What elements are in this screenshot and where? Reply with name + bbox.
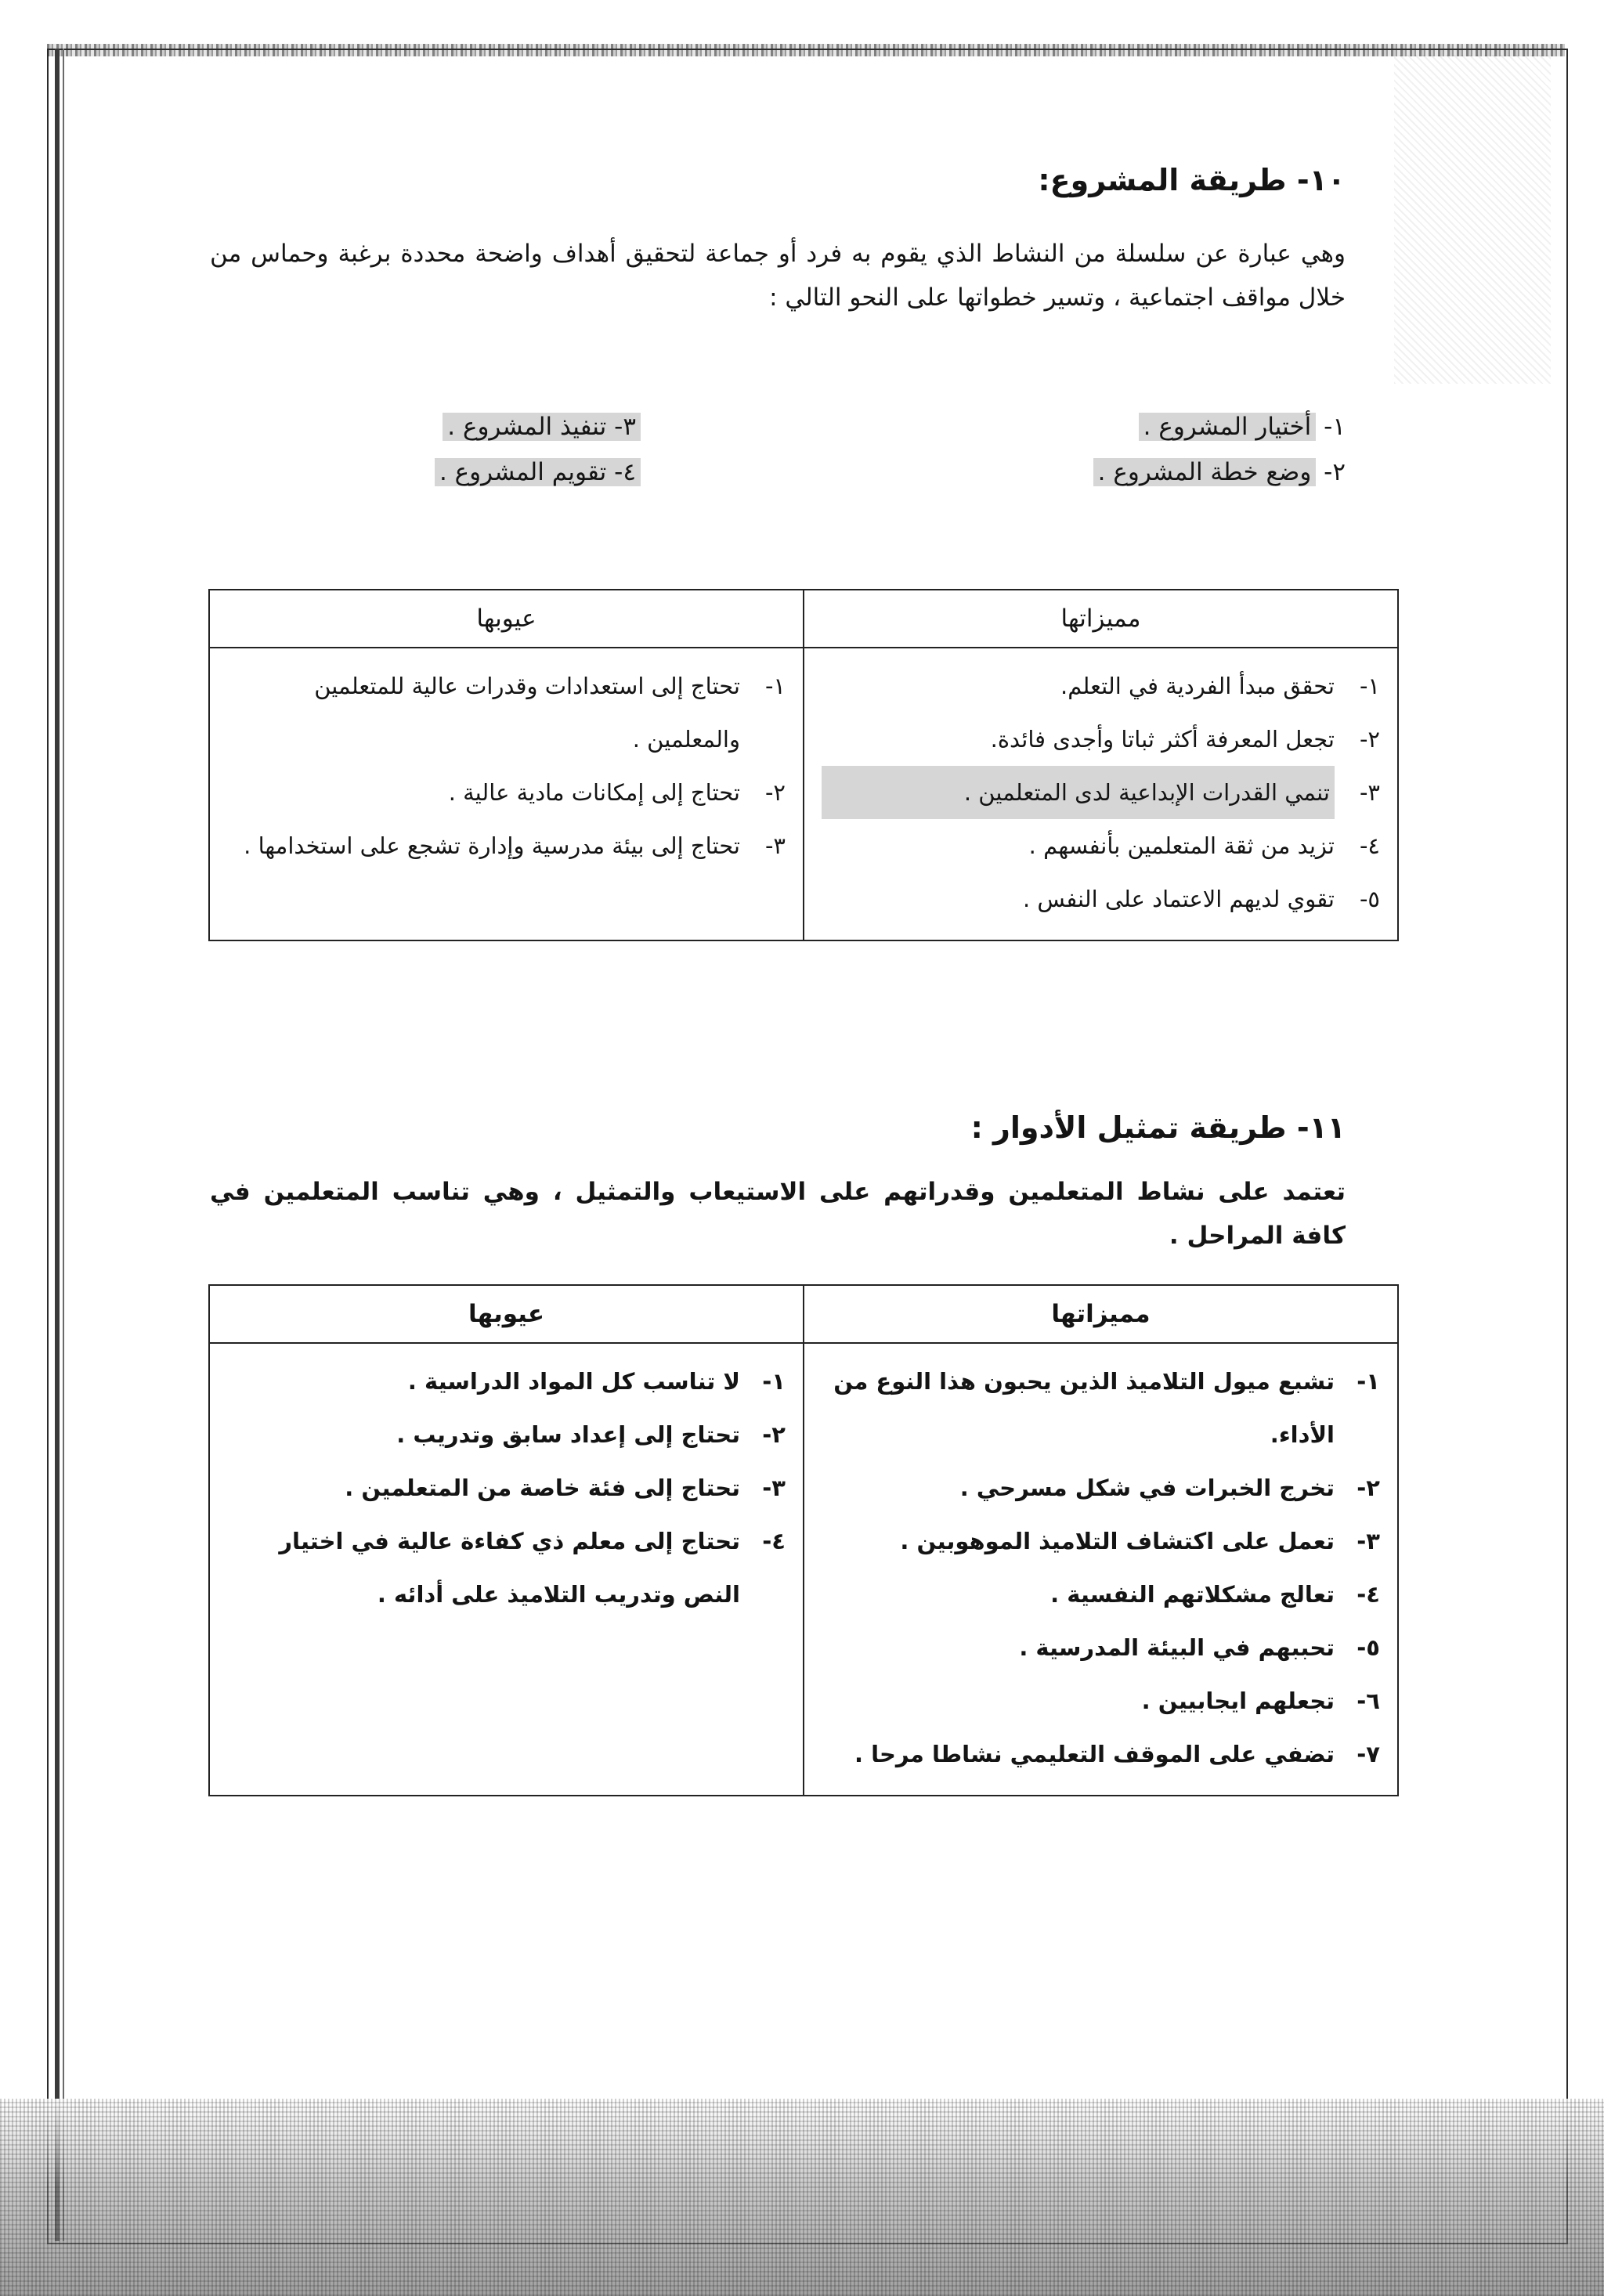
- list-item: ٢- تحتاج إلى إمكانات مادية عالية .: [448, 779, 786, 806]
- list-item: ٣- تنمي القدرات الإبداعية لدى المتعلمين .: [822, 766, 1380, 819]
- list-item: ١- تحقق مبدأ الفردية في التعلم.: [1060, 673, 1380, 699]
- list-item: ٥- تقوي لديهم الاعتماد على النفس .: [1022, 886, 1380, 912]
- list-item: ٦- تجعلهم ايجابيين .: [1141, 1688, 1380, 1714]
- step-item: ٤- تقويم المشروع .: [435, 449, 641, 495]
- column-header-disadvantages: عيوبها: [209, 590, 804, 648]
- scan-noise-bottom: [0, 2099, 1604, 2296]
- page-left-rule: [55, 49, 60, 2241]
- page-frame: [47, 49, 1568, 2244]
- section10-steps-left: [435, 404, 641, 495]
- list-item: ٢- تجعل المعرفة أكثر ثباتا وأجدى فائدة.: [990, 726, 1380, 753]
- list-item: ٣- تحتاج إلى بيئة مدرسية وإدارة تشجع على استخدامها .: [244, 832, 786, 859]
- step-item: ٣- تنفيذ المشروع .: [435, 404, 641, 449]
- advantages-cell: [804, 1343, 1398, 1796]
- list-item: ٧- تضفي على الموقف التعليمي نشاطا مرحا .: [854, 1741, 1380, 1767]
- page-left-rule-inner: [63, 49, 64, 2241]
- list-item: ٤- تعالج مشكلاتهم النفسية .: [1050, 1581, 1380, 1608]
- section11-heading: ١١- طريقة تمثيل الأدوار :: [970, 1110, 1346, 1145]
- section11-description: تعتمد على نشاط المتعلمين وقدراتهم على الاستيعاب والتمثيل ، وهي تناسب المتعلمين في كافة المراحل .: [210, 1178, 1346, 1250]
- list-item: ١- تشبع ميول التلاميذ الذين يحبون هذا النوع من الأداء.: [833, 1368, 1380, 1448]
- disadvantages-cell: [209, 1343, 804, 1796]
- list-item: ٣- تحتاج إلى فئة خاصة من المتعلمين .: [345, 1475, 786, 1501]
- section10-steps-right: [1093, 404, 1346, 495]
- section10-description: وهي عبارة عن سلسلة من النشاط الذي يقوم به فرد أو جماعة لتحقيق أهداف واضحة محددة برغبة وحماس من خلال مواقف اجتماعية ، وتسير خطواتها على النحو التالي :: [210, 240, 1346, 312]
- disadvantages-cell: [209, 648, 804, 940]
- column-header-disadvantages: عيوبها: [209, 1285, 804, 1343]
- column-header-advantages: مميزاتها: [804, 590, 1398, 648]
- list-item: ٤- تحتاج إلى معلم ذي كفاءة عالية في اختيار النص وتدريب التلاميذ على أدائه .: [279, 1528, 786, 1608]
- list-item: ٢- تحتاج إلى إعداد سابق وتدريب .: [396, 1421, 786, 1448]
- scan-noise-top-right: [1394, 55, 1551, 384]
- list-item: ٢- تخرج الخبرات في شكل مسرحي .: [959, 1475, 1380, 1501]
- section10-heading: ١٠- طريقة المشروع:: [1038, 163, 1346, 197]
- list-item: ٥- تحببهم في البيئة المدرسية .: [1019, 1634, 1380, 1661]
- column-header-advantages: مميزاتها: [804, 1285, 1398, 1343]
- advantages-cell: [804, 648, 1398, 940]
- list-item: ١- لا تناسب كل المواد الدراسية .: [407, 1368, 786, 1395]
- list-item: ٤- تزيد من ثقة المتعلمين بأنفسهم .: [1028, 832, 1380, 859]
- step-item: ١- أختيار المشروع .: [1093, 404, 1346, 449]
- section11-table: [208, 1284, 1399, 1796]
- list-item: ١- تحتاج إلى استعدادات وقدرات عالية للمتعلمين والمعلمين .: [314, 673, 786, 753]
- section10-table: [208, 589, 1399, 941]
- list-item: ٣- تعمل على اكتشاف التلاميذ الموهوبين .: [900, 1528, 1380, 1554]
- step-item: ٢- وضع خطة المشروع .: [1093, 449, 1346, 495]
